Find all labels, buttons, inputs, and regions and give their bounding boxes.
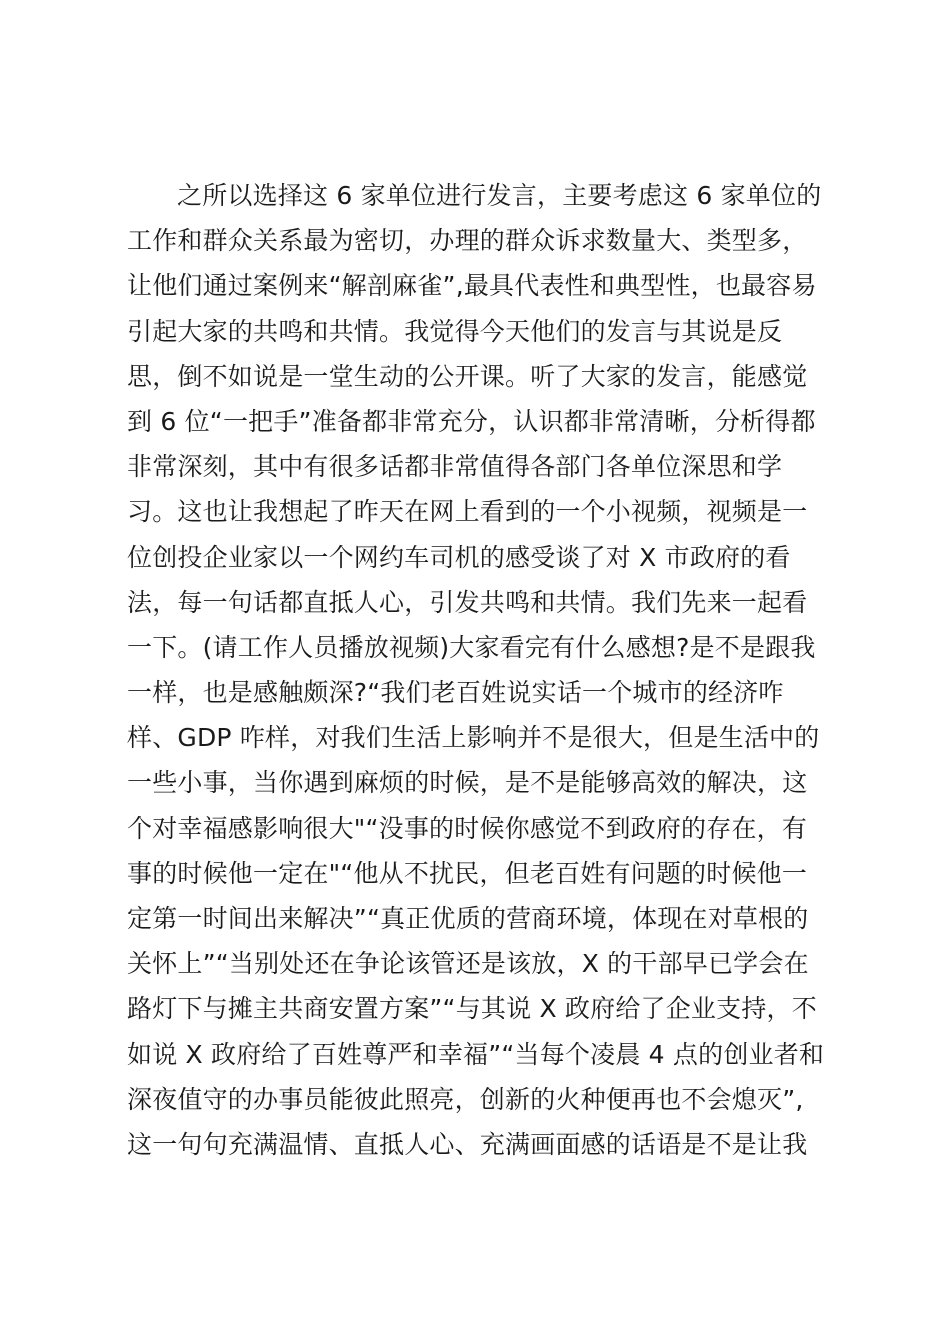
text-line-11: 一下。(请工作人员播放视频)大家看完有什么感想?是不是跟我 <box>127 632 816 662</box>
text-line-19: 路灯下与摊主共商安置方案”“与其说 X 政府给了企业支持，不 <box>127 994 817 1024</box>
text-line-16: 事的时候他一定在"“他从不扰民，但老百姓有问题的时候他一 <box>127 858 808 888</box>
text-line-17: 定第一时间出来解决”“真正优质的营商环境，体现在对草根的 <box>127 904 809 933</box>
body-paragraph <box>127 173 827 1167</box>
text-line-18: 关怀上”“当别处还在争论该管还是该放，X 的干部早已学会在 <box>127 949 809 979</box>
text-line-14: 一些小事，当你遇到麻烦的时候，是不是能够高效的解决，这 <box>127 768 808 798</box>
text-line-3: 让他们通过案例来“解剖麻雀”,最具代表性和典型性，也最容易 <box>127 271 817 301</box>
text-line-2: 工作和群众关系最为密切，办理的群众诉求数量大、类型多， <box>127 226 808 256</box>
text-line-15: 个对幸福感影响很大"“没事的时候你感觉不到政府的存在，有 <box>127 813 808 843</box>
text-line-8: 习。这也让我想起了昨天在网上看到的一个小视频，视频是一 <box>127 497 808 527</box>
text-line-10: 法，每一句话都直抵人心，引发共鸣和共情。我们先来一起看 <box>127 587 808 617</box>
text-line-13: 样、GDP 咋样，对我们生活上影响并不是很大，但是生活中的 <box>127 723 820 753</box>
text-line-6: 到 6 位“一把手”准备都非常充分，认识都非常清晰，分析得都 <box>127 406 816 436</box>
text-line-12: 一样，也是感触颇深?“我们老百姓说实话一个城市的经济咋 <box>127 678 784 708</box>
text-line-4: 引起大家的共鸣和共情。我觉得今天他们的发言与其说是反 <box>127 316 783 346</box>
text-line-21: 深夜值守的办事员能彼此照亮，创新的火种便再也不会熄灭”, <box>127 1084 804 1114</box>
text-line-20: 如说 X 政府给了百姓尊严和幸福”“当每个凌晨 4 点的创业者和 <box>127 1039 825 1069</box>
text-line-5: 思，倒不如说是一堂生动的公开课。听了大家的发言，能感觉 <box>127 361 808 391</box>
text-line-1: 之所以选择这 6 家单位进行发言，主要考虑这 6 家单位的 <box>177 181 822 210</box>
text-line-9: 位创投企业家以一个网约车司机的感受谈了对 X 市政府的看 <box>127 542 791 572</box>
text-line-22: 这一句句充满温情、直抵人心、充满画面感的话语是不是让我 <box>127 1129 808 1159</box>
text-line-7: 非常深刻，其中有很多话都非常值得各部门各单位深思和学 <box>127 452 783 482</box>
